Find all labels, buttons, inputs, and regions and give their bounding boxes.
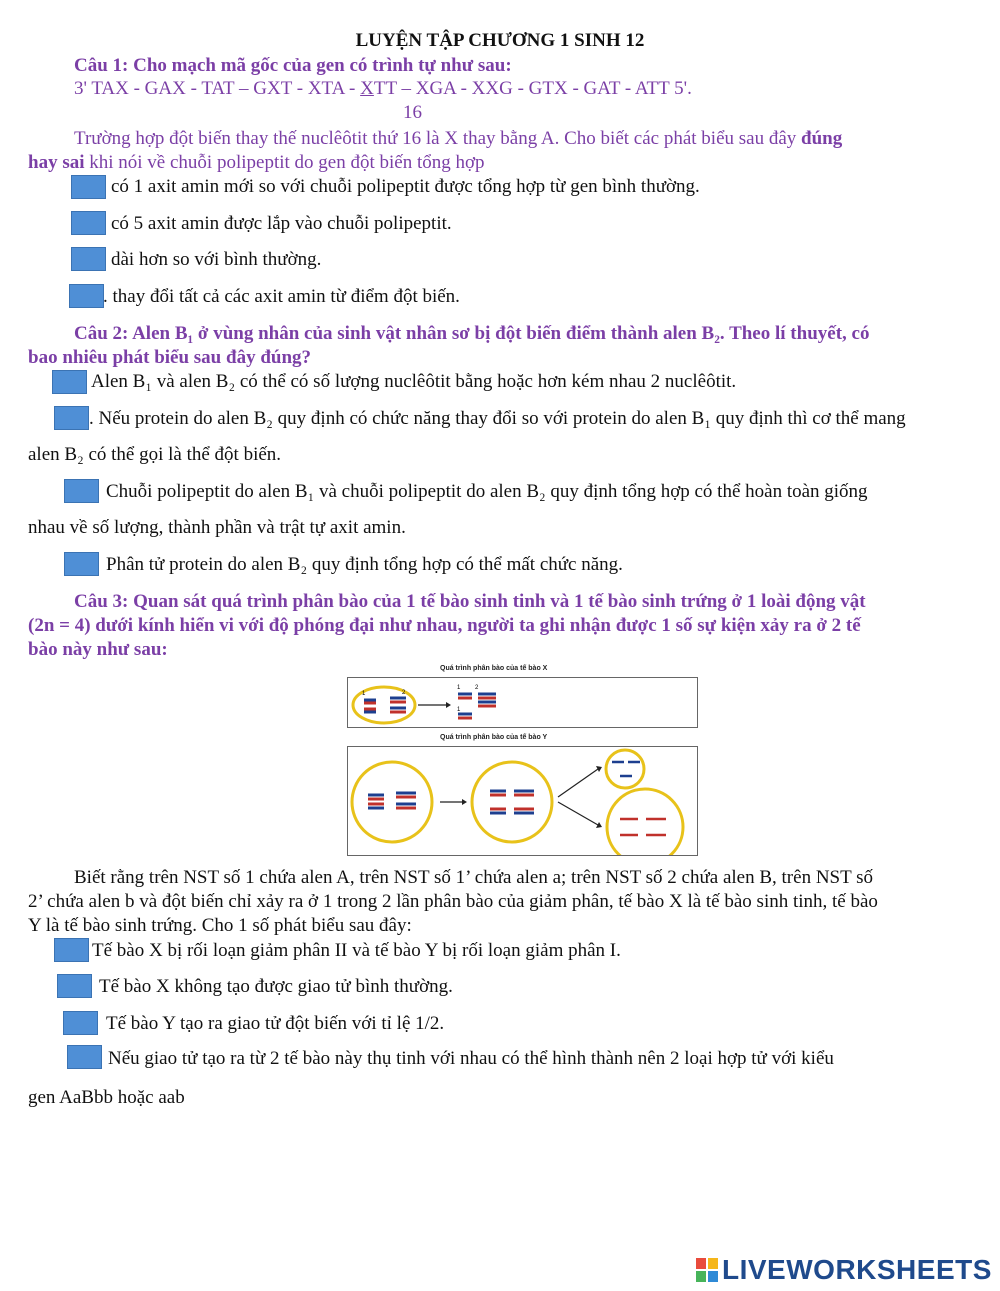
svg-text:2: 2 xyxy=(475,685,479,691)
q3-answer-box-3[interactable] xyxy=(63,1011,98,1035)
q3-statement-1: Tế bào X bị rối loạn giảm phân II và tế bào Y bị rối loạn giảm phân I. xyxy=(92,940,621,961)
q2-answer-box-4[interactable] xyxy=(64,552,99,576)
q1-position-label: 16 xyxy=(403,102,422,123)
q3-description-line3: Y là tế bào sinh trứng. Cho 1 số phát biểu sau đây: xyxy=(28,915,412,936)
svg-text:1: 1 xyxy=(457,707,461,713)
q1-heading: Câu 1: Cho mạch mã gốc của gen có trình tự như sau: xyxy=(74,55,512,76)
q1-answer-box-1[interactable] xyxy=(71,175,106,199)
q2-statement-3-line2: nhau về số lượng, thành phần và trật tự axit amin. xyxy=(28,517,406,538)
q1-description-line1: Trường hợp đột biến thay thế nuclêôtit thứ 16 là X thay bằng A. Cho biết các phát biểu sau đây đúng xyxy=(74,128,843,149)
svg-text:1: 1 xyxy=(362,691,366,697)
cell-y-diagram xyxy=(348,747,697,855)
q3-statement-4-line2: gen AaBbb hoặc aab xyxy=(28,1087,185,1108)
q2-answer-box-2[interactable] xyxy=(54,406,89,430)
q2-statement-2-line1: . Nếu protein do alen B₂ quy định có chức năng thay đổi so với protein do alen B₁ quy định thì cơ thể mang xyxy=(89,408,906,429)
q3-heading-line3: bào này như sau: xyxy=(28,639,168,660)
q3-description-line2: 2’ chứa alen b và đột biến chỉ xảy ra ở 1 trong 2 lần phân bào của giảm phân, tế bào X là tế bào sinh tinh, tế bào xyxy=(28,891,878,912)
q3-heading-line1: Câu 3: Quan sát quá trình phân bào của 1 tế bào sinh tinh và 1 tế bào sinh trứng ở 1 loài động vật xyxy=(74,591,866,612)
q2-statement-3-line1: Chuỗi polipeptit do alen B₁ và chuỗi polipeptit do alen B₂ quy định tổng hợp có thể hoàn toàn giống xyxy=(106,481,868,502)
q3-statement-2: Tế bào X không tạo được giao tử bình thường. xyxy=(99,976,453,997)
cell-x-diagram xyxy=(348,678,697,727)
svg-text:1: 1 xyxy=(457,685,461,691)
q3-heading-line2: (2n = 4) dưới kính hiển vi với độ phóng đại như nhau, người ta ghi nhận được 1 số sự kiện xảy ra ở 2 tế xyxy=(28,615,861,636)
figure-x-caption: Quá trình phân bào của tế bào X xyxy=(440,665,548,672)
q1-description-line2: hay sai khi nói về chuỗi polipeptit do gen đột biến tổng hợp xyxy=(28,152,485,173)
q1-statement-4: . thay đổi tất cả các axit amin từ điểm đột biến. xyxy=(103,286,460,307)
q2-heading-line1: Câu 2: Alen B₁ ở vùng nhân của sinh vật nhân sơ bị đột biến điểm thành alen B₂. Theo lí thuyết, có xyxy=(74,323,870,344)
figure-y-caption: Quá trình phân bào của tế bào Y xyxy=(440,734,548,741)
q1-mutation-nucleotide: X xyxy=(360,78,374,99)
page-title: LUYỆN TẬP CHƯƠNG 1 SINH 12 xyxy=(355,30,645,51)
q3-statement-3: Tế bào Y tạo ra giao tử đột biến với tỉ lệ 1/2. xyxy=(106,1013,445,1034)
q2-heading-line2: bao nhiêu phát biểu sau đây đúng? xyxy=(28,347,312,368)
q2-statement-1: Alen B₁ và alen B₂ có thể có số lượng nuclêôtit bằng hoặc hơn kém nhau 2 nuclêôtit. xyxy=(91,371,737,392)
q1-answer-box-3[interactable] xyxy=(71,247,106,271)
q1-sequence: 3' TAX - GAX - TAT – GXT - XTA - XTT – XGA - XXG - GTX - GAT - ATT 5'. xyxy=(74,78,692,99)
q3-answer-box-2[interactable] xyxy=(57,974,92,998)
q2-statement-2-line2: alen B₂ có thể gọi là thể đột biến. xyxy=(28,444,282,465)
q3-description-line1: Biết rằng trên NST số 1 chứa alen A, trên NST số 1’ chứa alen a; trên NST số 2 chứa alen B, trên NST số xyxy=(74,867,874,888)
liveworksheets-brand: LIVEWORKSHEETS xyxy=(722,1254,992,1285)
q2-answer-box-3[interactable] xyxy=(64,479,99,503)
q1-answer-box-4[interactable] xyxy=(69,284,104,308)
q3-statement-4-line1: Nếu giao tử tạo ra từ 2 tế bào này thụ tinh với nhau có thể hình thành nên 2 loại hợp tử với kiểu xyxy=(108,1048,834,1069)
q1-statement-2: có 5 axit amin được lắp vào chuỗi polipeptit. xyxy=(111,213,452,234)
q3-answer-box-4[interactable] xyxy=(67,1045,102,1069)
liveworksheets-logo-icon xyxy=(696,1258,718,1282)
q1-statement-1: có 1 axit amin mới so với chuỗi polipeptit được tổng hợp từ gen bình thường. xyxy=(111,176,700,197)
figure-cell-y xyxy=(347,746,698,856)
q2-answer-box-1[interactable] xyxy=(52,370,87,394)
figure-cell-x xyxy=(347,677,698,728)
q1-statement-3: dài hơn so với bình thường. xyxy=(111,249,322,270)
q2-statement-4: Phân tử protein do alen B₂ quy định tổng hợp có thể mất chức năng. xyxy=(106,554,623,575)
q3-answer-box-1[interactable] xyxy=(54,938,89,962)
q1-answer-box-2[interactable] xyxy=(71,211,106,235)
svg-text:2: 2 xyxy=(402,690,406,696)
